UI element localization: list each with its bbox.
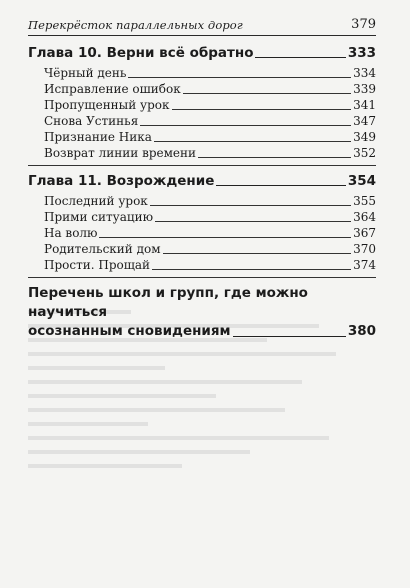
entry-title: Возврат линии времени <box>44 146 197 160</box>
entry-title: Родительский дом <box>44 242 161 256</box>
leader-line <box>99 237 351 238</box>
section-divider <box>28 165 376 166</box>
entry-title: На волю <box>44 226 98 240</box>
chapter-page: 333 <box>347 45 376 61</box>
entry-page: 367 <box>353 226 376 240</box>
leader-line <box>128 77 351 78</box>
toc-chapter-10[interactable] <box>28 44 376 62</box>
entry-page: 347 <box>353 114 376 128</box>
entry-title: Признание Ника <box>44 130 152 144</box>
entry-title: Пропущенный урок <box>44 98 170 112</box>
toc-entry[interactable] <box>44 193 376 209</box>
toc-entry[interactable] <box>44 257 376 273</box>
running-head <box>28 12 376 36</box>
leader-line <box>233 336 346 337</box>
leader-line <box>255 57 345 58</box>
appendix-title-line2: осознанным сновидениям <box>28 323 231 339</box>
toc-entry[interactable] <box>44 225 376 241</box>
entry-page: 374 <box>353 258 376 272</box>
entry-title: Последний урок <box>44 194 148 208</box>
leader-line <box>154 141 351 142</box>
chapter-page: 354 <box>347 173 376 189</box>
section-divider <box>28 277 376 278</box>
entry-title: Прими ситуацию <box>44 210 154 224</box>
leader-line <box>216 185 345 186</box>
show-through-texture <box>28 300 370 588</box>
leader-line <box>172 109 352 110</box>
toc-entry[interactable] <box>44 81 376 97</box>
entry-page: 334 <box>353 66 376 80</box>
entry-page: 349 <box>353 130 376 144</box>
entry-page: 341 <box>353 98 376 112</box>
leader-line <box>163 253 352 254</box>
toc-entry[interactable] <box>44 241 376 257</box>
page-number: 379 <box>351 17 376 32</box>
entry-title: Исправление ошибок <box>44 82 181 96</box>
entry-page: 339 <box>353 82 376 96</box>
toc-appendix[interactable] <box>28 284 376 341</box>
toc-entry[interactable] <box>44 65 376 81</box>
entry-title: Прости. Прощай <box>44 258 151 272</box>
entry-page: 355 <box>353 194 376 208</box>
leader-line <box>198 157 351 158</box>
entry-page: 352 <box>353 146 376 160</box>
toc-entry[interactable] <box>44 145 376 161</box>
toc-chapter-11[interactable] <box>28 172 376 190</box>
running-title: Перекрёсток параллельных дорог <box>28 18 243 32</box>
leader-line <box>150 205 351 206</box>
toc-entry[interactable] <box>44 97 376 113</box>
chapter-title: Глава 10. Верни всё обратно <box>28 45 254 61</box>
entry-page: 370 <box>353 242 376 256</box>
leader-line <box>183 93 351 94</box>
appendix-title-line1: Перечень школ и групп, где можно научиться <box>28 285 308 320</box>
entry-title: Чёрный день <box>44 66 127 80</box>
leader-line <box>155 221 351 222</box>
toc-entry[interactable] <box>44 209 376 225</box>
entry-page: 364 <box>353 210 376 224</box>
chapter-title: Глава 11. Возрождение <box>28 173 215 189</box>
leader-line <box>152 269 351 270</box>
leader-line <box>140 125 351 126</box>
entry-title: Снова Устинья <box>44 114 139 128</box>
toc-entry[interactable] <box>44 129 376 145</box>
table-of-contents <box>28 44 376 341</box>
toc-entry[interactable] <box>44 113 376 129</box>
appendix-page: 380 <box>347 323 376 339</box>
appendix-title-row <box>28 322 376 341</box>
